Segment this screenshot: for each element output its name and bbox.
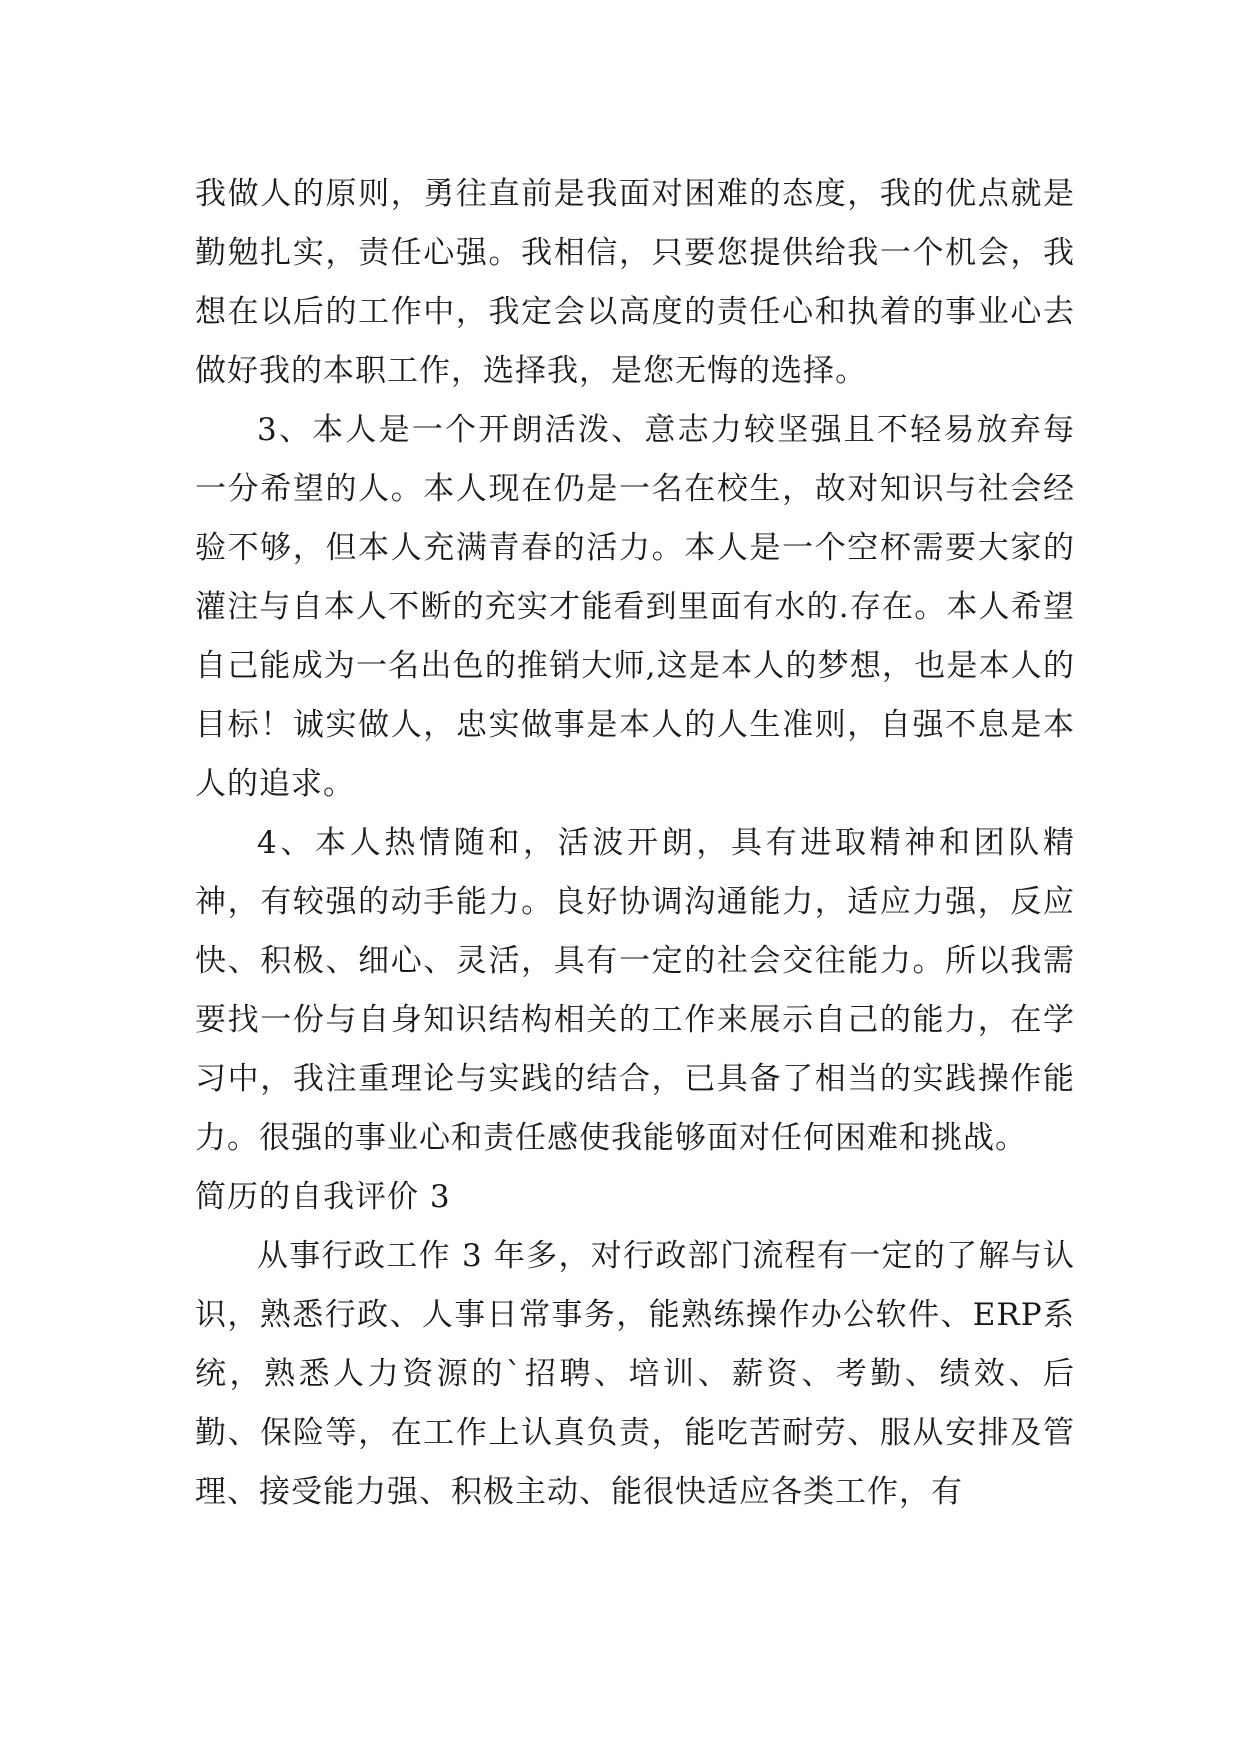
document-body [195, 165, 1075, 1522]
paragraph-item-4: 4、本人热情随和，活波开朗，具有进取精神和团队精神，有较强的动手能力。良好协调沟通能力，适应力强，反应快、积极、细心、灵活，具有一定的社会交往能力。所以我需要找一份与自身知识结构相关的工作来展示自己的能力，在学习中，我注重理论与实践的结合，已具备了相当的实践操作能力。很强的事业心和责任感使我能够面对任何困难和挑战。 [195, 825, 1075, 1156]
paragraph-item-3: 3、本人是一个开朗活泼、意志力较坚强且不轻易放弃每一分希望的人。本人现在仍是一名在校生，故对知识与社会经验不够，但本人充满青春的活力。本人是一个空杯需要大家的灌注与自本人不断的充实才能看到里面有水的.存在。本人希望自己能成为一名出色的推销大师,这是本人的梦想，也是本人的目标！诚实做人，忠实做事是本人的人生准则，自强不息是本人的追求。 [195, 412, 1075, 802]
paragraph-continuation: 我做人的原则，勇往直前是我面对困难的态度，我的优点就是勤勉扎实，责任心强。我相信，只要您提供给我一个机会，我想在以后的工作中，我定会以高度的责任心和执着的事业心去做好我的本职工作，选择我，是您无悔的选择。 [195, 176, 1075, 389]
paragraph-section3: 从事行政工作 3 年多，对行政部门流程有一定的了解与认识，熟悉行政、人事日常事务，能熟练操作办公软件、ERP系统，熟悉人力资源的`招聘、培训、薪资、考勤、绩效、后勤、保险等，在工作上认真负责，能吃苦耐劳、服从安排及管理、接受能力强、积极主动、能很快适应各类工作，有 [195, 1238, 1075, 1510]
section-heading: 简历的自我评价 3 [195, 1179, 451, 1215]
